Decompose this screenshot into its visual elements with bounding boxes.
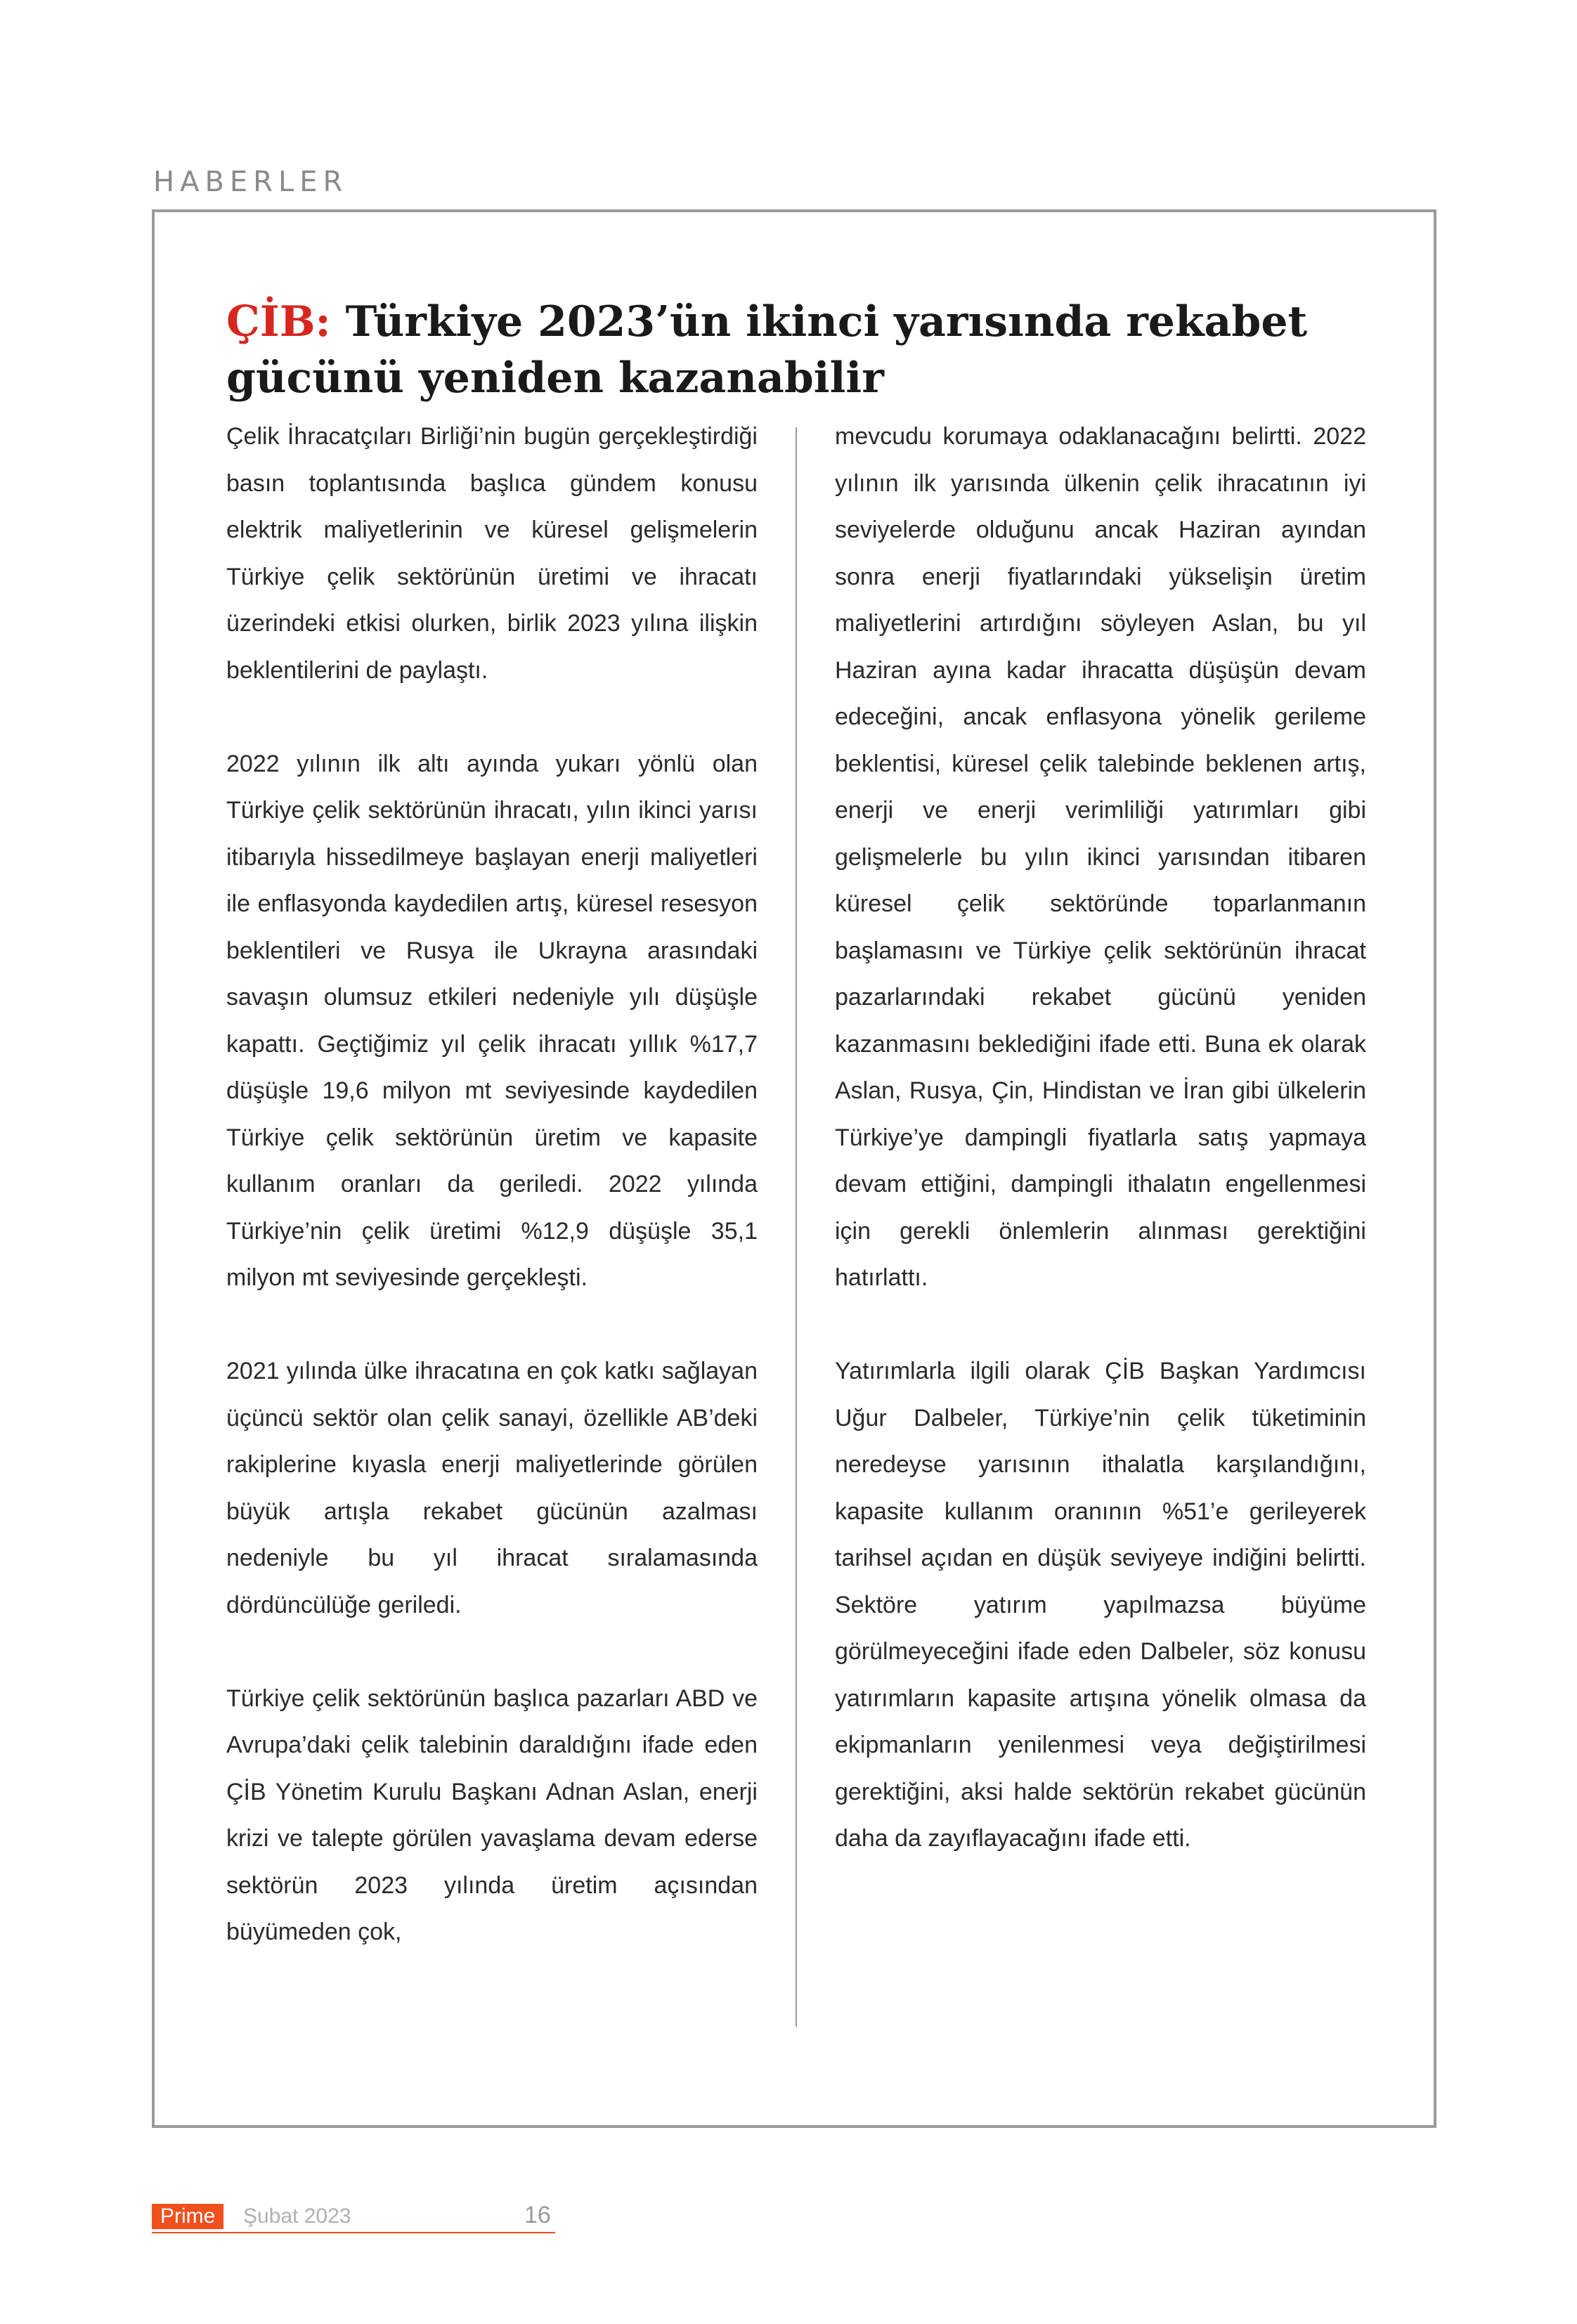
footer-rule <box>152 2232 555 2233</box>
headline-accent: ÇİB: <box>226 297 331 346</box>
article-paragraph: 2022 yılının ilk altı ayında yukarı yönlü olan Türkiye çelik sektörünün ihracatı, yılın ikinci yarısı itibarıyla hissedilmeye başlayan enerji maliyetleri ile enflasyonda kaydedilen artış, küresel resesyon beklentileri ve Rusya ile Ukrayna arasındaki savaşın olumsuz etkileri nedeniyle yılı düşüşle kapattı. Geçtiğimiz yıl çelik ihracatı yıllık %17,7 düşüşle 19,6 milyon mt seviyesinde kaydedilen Türkiye çelik sektörünün üretim ve kapasite kullanım oranları da geriledi. 2022 yılında Türkiye’nin çelik üretimi %12,9 düşüşle 35,1 milyon mt seviyesinde gerçekleşti. <box>226 750 758 1291</box>
article-paragraph: 2021 yılında ülke ihracatına en çok katkı sağlayan üçüncü sektör olan çelik sanayi, özellikle AB’deki rakiplerine kıyasla enerji maliyetlerinde görülen büyük artışla rekabet gücünün azalması nedeniyle bu yıl ihracat sıralamasında dördüncülüğe geriledi. <box>226 1358 758 1618</box>
article-headline <box>226 294 1379 406</box>
article-column-left <box>226 413 758 1956</box>
article-paragraph: Türkiye çelik sektörünün başlıca pazarları ABD ve Avrupa’daki çelik talebinin daraldığını ifade eden ÇİB Yönetim Kurulu Başkanı Adnan Aslan, enerji krizi ve talepte görülen yavaşlama devam ederse sektörün 2023 yılında üretim açısından büyümeden çok, <box>226 1684 758 1945</box>
footer-brand: Prime <box>152 2204 223 2229</box>
page-number: 16 <box>524 2202 551 2228</box>
article-paragraph: Çelik İhracatçıları Birliği’nin bugün gerçekleştirdiği basın toplantısında başlıca gündem konusu elektrik maliyetlerinin ve küresel gelişmelerin Türkiye çelik sektörünün üretimi ve ihracatı üzerindeki etkisi olurken, birlik 2023 yılına ilişkin beklentilerini de paylaştı. <box>226 423 758 684</box>
article-paragraph: mevcudu korumaya odaklanacağını belirtti. 2022 yılının ilk yarısında ülkenin çelik ihracatının iyi seviyelerde olduğunu ancak Haziran ayından sonra enerji fiyatlarındaki yükselişin üretim maliyetlerini artırdığını söyleyen Aslan, bu yıl Haziran ayına kadar ihracatta düşüşün devam edeceğini, ancak enflasyona yönelik gerileme beklentisi, küresel çelik talebinde beklenen artış, enerji ve enerji verimliliği yatırımları gibi gelişmelerle bu yılın ikinci yarısından itibaren küresel çelik sektöründe toparlanmanın başlamasını ve Türkiye çelik sektörünün ihracat pazarlarındaki rekabet gücünü yeniden kazanmasını beklediğini ifade etti. Buna ek olarak Aslan, Rusya, Çin, Hindistan ve İran gibi ülkelerin Türkiye’ye dampingli fiyatlarla satış yapmaya devam ettiğini, dampingli ithalatın engellenmesi için gerekli önlemlerin alınması gerektiğini hatırlattı. <box>835 423 1366 1291</box>
article-paragraph: Yatırımlarla ilgili olarak ÇİB Başkan Yardımcısı Uğur Dalbeler, Türkiye’nin çelik tüketiminin neredeyse yarısının ithalatla karşılandığını, kapasite kullanım oranının %51’e gerileyerek tarihsel açıdan en düşük seviyeye indiğini belirtti. Sektöre yatırım yapılmazsa büyüme görülmeyeceğini ifade eden Dalbeler, söz konusu yatırımların kapasite artışına yönelik olmasa da ekipmanların yenilenmesi veya değiştirilmesi gerektiğini, aksi halde sektörün rekabet gücünün daha da zayıflayacağını ifade etti. <box>835 1358 1366 1852</box>
column-divider <box>796 427 797 2027</box>
section-label: HABERLER <box>153 166 349 198</box>
article-column-right <box>835 413 1366 1862</box>
footer-date: Şubat 2023 <box>243 2205 351 2228</box>
headline-text: Türkiye 2023’ün ikinci yarısında rekabet gücünü yeniden kazanabilir <box>226 297 1308 403</box>
